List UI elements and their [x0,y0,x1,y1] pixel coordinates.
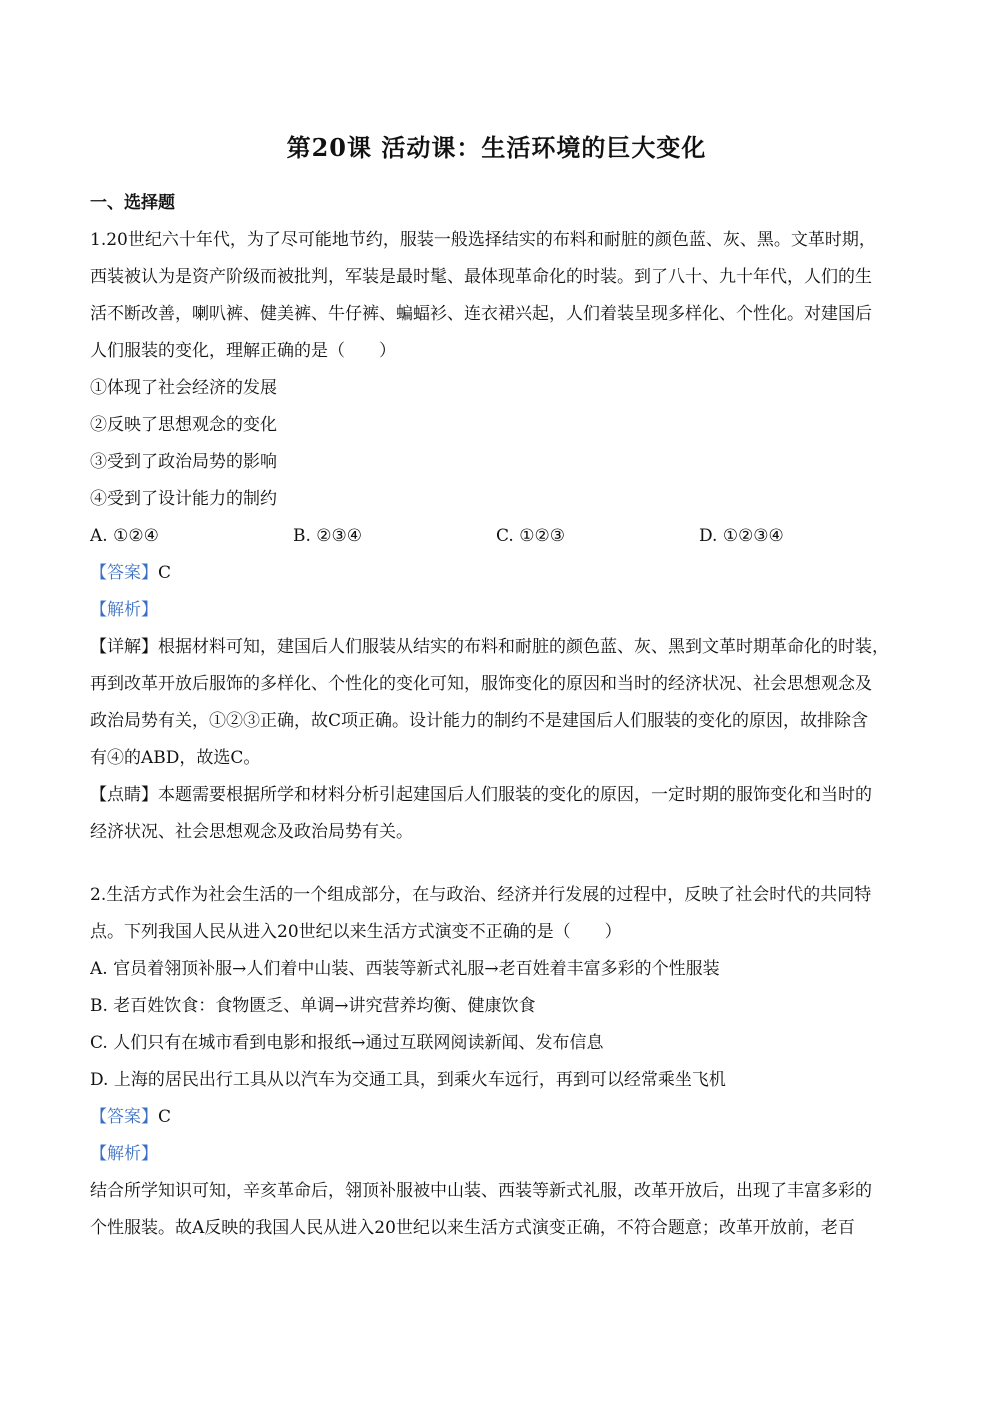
q1-detail-line: 政治局势有关，①②③正确，故C项正确。设计能力的制约不是建国后人们服装的变化的原因，故排除含 [90,711,869,731]
answer-label: 【答案】 [90,563,158,583]
answer-value: C [158,563,172,583]
tip-text: 本题需要根据所学和材料分析引起建国后人们服装的变化的原因，一定时期的服饰变化和当时的 [158,785,872,805]
q2-answer [90,1099,910,1136]
detail-text: 根据材料可知，建国后人们服装从结实的布料和耐脏的颜色蓝、灰、黑到文革时期革命化的时装， [158,637,889,657]
q1-answer [90,555,910,592]
q2-option-d: D. 上海的居民出行工具从以汽车为交通工具，到乘火车远行，再到可以经常乘坐飞机 [90,1070,726,1090]
q1-detail-line [90,629,910,666]
q1-stem-line: 活不断改善，喇叭裤、健美裤、牛仔裤、蝙蝠衫、连衣裙兴起，人们着装呈现多样化、个性化。对建国后 [90,304,872,324]
question-2 [90,877,910,1247]
q2-analysis-line: 个性服装。故A反映的我国人民从进入20世纪以来生活方式演变正确，不符合题意；改革开放前，老百 [90,1218,855,1238]
q1-stem-line: 1.20世纪六十年代，为了尽可能地节约，服装一般选择结实的布料和耐脏的颜色蓝、灰、黑。文革时期， [90,230,876,250]
q1-option-b: B. ②③④ [293,526,363,546]
q1-option-a: A. ①②④ [90,526,159,546]
answer-label: 【答案】 [90,1107,158,1127]
q1-statement: ①体现了社会经济的发展 [90,378,277,398]
document-body [90,186,910,1247]
q1-statement: ②反映了思想观念的变化 [90,415,277,435]
q2-stem-line: 点。下列我国人民从进入20世纪以来生活方式演变不正确的是（ ） [90,922,622,942]
q2-option-a: A. 官员着翎顶补服→人们着中山装、西装等新式礼服→老百姓着丰富多彩的个性服装 [90,959,720,979]
analysis-label: 【解析】 [90,1144,158,1164]
answer-value: C [158,1107,172,1127]
q1-options [90,518,910,555]
q2-stem-line: 2.生活方式作为社会生活的一个组成部分，在与政治、经济并行发展的过程中，反映了社会时代的共同特 [90,885,872,905]
question-gap [90,851,910,877]
tip-label: 【点睛】 [90,785,158,805]
question-1 [90,222,910,851]
q1-analysis-heading [90,592,910,629]
q1-tip-line [90,777,910,814]
detail-label: 【详解】 [90,637,158,657]
q1-stem-line: 西装被认为是资产阶级而被批判，军装是最时髦、最体现革命化的时装。到了八十、九十年代，人们的生 [90,267,872,287]
q2-option-b: B. 老百姓饮食：食物匮乏、单调→讲究营养均衡、健康饮食 [90,996,536,1016]
q1-option-d: D. ①②③④ [699,526,784,546]
q1-statement: ③受到了政治局势的影响 [90,452,277,472]
q2-analysis-line: 结合所学知识可知，辛亥革命后，翎顶补服被中山装、西装等新式礼服，改革开放后，出现了丰富多彩的 [90,1181,872,1201]
q1-tip-line: 经济状况、社会思想观念及政治局势有关。 [90,822,413,842]
q1-detail-line: 有④的ABD，故选C。 [90,748,261,768]
q1-statement: ④受到了设计能力的制约 [90,489,277,509]
q2-option-c: C. 人们只有在城市看到电影和报纸→通过互联网阅读新闻、发布信息 [90,1033,604,1053]
analysis-label: 【解析】 [90,600,158,620]
q1-stem-line: 人们服装的变化，理解正确的是（ ） [90,341,396,361]
page-title: 第20课 活动课：生活环境的巨大变化 [286,133,707,162]
q1-option-c: C. ①②③ [496,526,565,546]
q1-detail-line: 再到改革开放后服饰的多样化、个性化的变化可知，服饰变化的原因和当时的经济状况、社会思想观念及 [90,674,872,694]
section-heading: 一、选择题 [90,193,175,213]
q2-analysis-heading [90,1136,910,1173]
